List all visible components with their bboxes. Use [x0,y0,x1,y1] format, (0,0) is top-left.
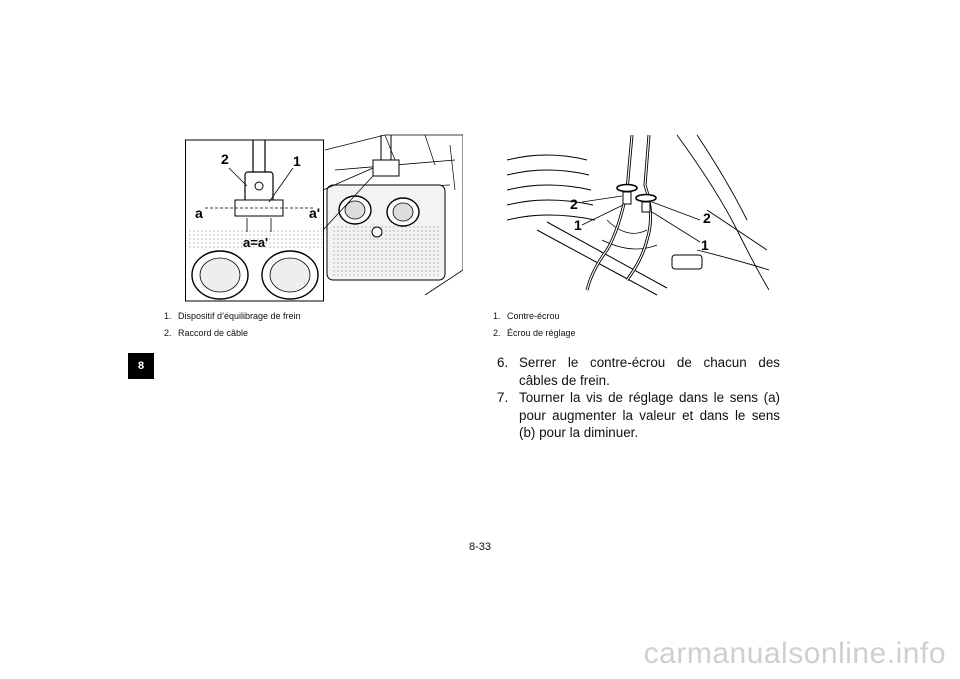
legend-text: Écrou de réglage [507,328,576,338]
legend-item [493,308,576,325]
instruction-steps [497,354,780,442]
page-number: 8-33 [468,541,492,553]
watermark: carmanualsonline.info [643,637,946,670]
step-number: 7. [497,390,509,405]
cable-adjuster-illustration [507,130,769,300]
legend-number: 1. [493,311,501,321]
legend-item [164,325,301,342]
instruction-step [497,389,780,442]
legend-text: Dispositif d’équilibrage de frein [178,311,301,321]
figure-left-equation: a=a' [243,235,269,250]
figure-left-label-a: a [195,205,203,221]
figure-left-legend [164,308,301,342]
figure-right-legend [493,308,576,342]
brake-balancer-illustration [185,130,463,302]
instruction-step [497,354,780,389]
legend-item [493,325,576,342]
legend-text: Contre-écrou [507,311,560,321]
figure-right-label-2b: 2 [703,210,711,226]
step-text: Tourner la vis de réglage dans le sens (a) pour augmenter la valeur et dans le sens (b) pour la diminuer. [519,390,780,440]
figure-right-label-2a: 2 [570,196,578,212]
section-tab: 8 [128,353,154,379]
step-text: Serrer le contre-écrou de chacun des câbles de frein. [519,355,780,388]
figure-right-label-1b: 1 [701,237,709,253]
figure-left-label-a-prime: a' [309,205,321,221]
cable-adjuster-drawing [507,130,769,300]
legend-text: Raccord de câble [178,328,249,338]
figure-left-label-2: 2 [221,151,229,167]
brake-balancer-drawing [185,130,463,302]
figure-left-label-1: 1 [293,153,301,169]
legend-number: 2. [164,328,172,338]
legend-number: 2. [493,328,501,338]
figure-right-label-1a: 1 [574,217,582,233]
legend-number: 1. [164,311,172,321]
legend-item [164,308,301,325]
step-number: 6. [497,355,509,370]
